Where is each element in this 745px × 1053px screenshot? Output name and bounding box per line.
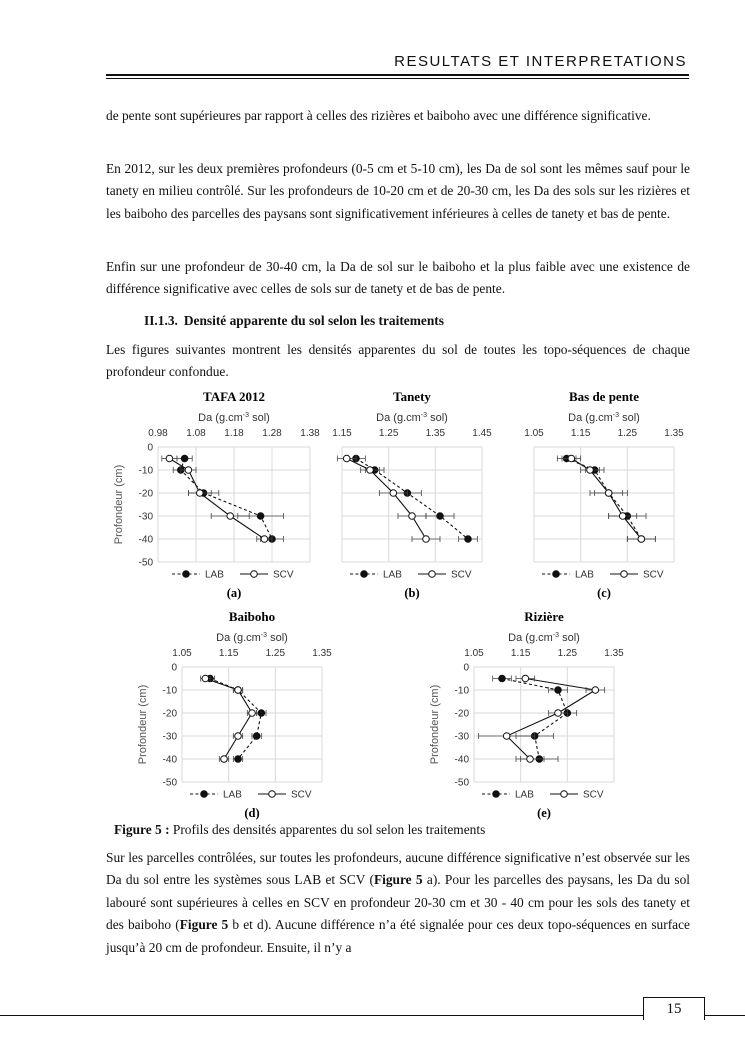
- legend-label-scv: SCV: [273, 569, 294, 581]
- figure-sublabel: (a): [226, 586, 242, 600]
- x-tick-label: 1.15: [510, 648, 531, 659]
- y-tick-label: -20: [162, 708, 177, 720]
- data-point-lab: [235, 756, 242, 763]
- data-point-scv: [503, 733, 510, 740]
- x-tick-label: 1.15: [570, 428, 591, 439]
- y-tick-label: -50: [454, 777, 469, 789]
- data-point-scv: [592, 687, 599, 694]
- x-tick-label: 1.08: [186, 428, 206, 439]
- chart-a-tafa-2012: [110, 385, 325, 600]
- chart-b-tanety: [322, 385, 502, 600]
- legend-label-scv: SCV: [583, 789, 604, 801]
- x-tick-label: 0.98: [148, 428, 168, 439]
- y-tick-label: 0: [147, 442, 153, 454]
- caption-text: Profils des densités apparentes du sol selon les traitements: [169, 822, 486, 837]
- y-axis-label: Profondeur (cm): [429, 684, 441, 765]
- data-point-scv: [568, 455, 575, 462]
- x-tick-label: 1.15: [218, 648, 239, 659]
- section-title: Densité apparente du sol selon les traitements: [183, 313, 444, 328]
- figure-sublabel: (e): [537, 806, 551, 820]
- header-rule: [106, 74, 689, 76]
- data-point-scv: [367, 467, 374, 474]
- data-point-scv: [605, 490, 612, 497]
- x-axis-label: Da ($g.cm^{-3}$ sol): [508, 632, 580, 644]
- data-point-lab: [181, 455, 188, 462]
- legend-marker-lab: [361, 571, 368, 578]
- x-axis-label: Da ($g.cm^{-3}$ sol): [376, 412, 448, 424]
- x-tick-label: 1.05: [464, 648, 484, 659]
- chart-title: TAFA 2012: [203, 389, 265, 404]
- legend-marker-lab: [183, 571, 190, 578]
- x-tick-label: 1.45: [472, 428, 492, 439]
- series-line-scv: [571, 459, 641, 540]
- running-header: RESULTATS ET INTERPRETATIONS: [394, 53, 687, 70]
- x-tick-label: 1.38: [300, 428, 320, 439]
- x-tick-label: 1.25: [378, 428, 399, 439]
- y-tick-label: -10: [162, 685, 177, 697]
- x-tick-label: 1.05: [172, 648, 192, 659]
- data-point-lab: [437, 513, 444, 520]
- data-point-scv: [197, 490, 204, 497]
- figure-caption: [114, 822, 485, 838]
- data-point-scv: [409, 513, 416, 520]
- series-line-scv: [507, 679, 596, 760]
- data-point-scv: [221, 756, 228, 763]
- data-point-scv: [638, 536, 645, 543]
- x-tick-label: 1.25: [265, 648, 286, 659]
- chart-e-riziere: [429, 605, 647, 820]
- legend-marker-lab: [493, 791, 500, 798]
- chart-title: Tanety: [393, 389, 431, 404]
- legend-label-lab: LAB: [515, 789, 534, 801]
- y-tick-label: -30: [454, 731, 469, 743]
- section-heading: [144, 313, 444, 329]
- x-tick-label: 1.35: [664, 428, 684, 439]
- chart-svg: [514, 385, 694, 600]
- legend-label-lab: LAB: [575, 569, 594, 581]
- legend-marker-lab: [553, 571, 560, 578]
- x-tick-label: 1.28: [262, 428, 282, 439]
- x-tick-label: 1.18: [224, 428, 244, 439]
- y-tick-label: -50: [162, 777, 177, 789]
- data-point-lab: [465, 536, 472, 543]
- x-axis-label: Da ($g.cm^{-3}$ sol): [216, 632, 288, 644]
- x-tick-label: 1.35: [604, 648, 624, 659]
- x-tick-label: 1.25: [557, 648, 578, 659]
- data-point-lab: [258, 710, 265, 717]
- data-point-lab: [257, 513, 264, 520]
- y-tick-label: 0: [463, 662, 469, 674]
- chart-title: Baiboho: [228, 609, 276, 624]
- page-number: 15: [643, 997, 705, 1020]
- y-axis-label: Profondeur (cm): [113, 464, 125, 545]
- legend-marker-scv: [251, 571, 258, 578]
- series-line-scv: [347, 459, 426, 540]
- legend-marker-scv: [429, 571, 436, 578]
- data-point-lab: [555, 687, 562, 694]
- header-rule-thin: [106, 78, 689, 79]
- paragraph-4: Les figures suivantes montrent les densités apparentes du sol de toutes les topo-séquences de chaque profondeur confondue.: [106, 342, 690, 380]
- legend-marker-scv: [269, 791, 276, 798]
- x-axis-label: Da ($g.cm^{-3}$ sol): [198, 412, 270, 424]
- y-tick-label: -20: [138, 488, 153, 500]
- paragraph-1: de pente sont supérieures par rapport à celles des rizières et baiboho avec une différence significative.: [106, 108, 651, 123]
- data-point-scv: [555, 710, 562, 717]
- chart-d-baiboho: [137, 605, 340, 820]
- paragraph-5: Sur les parcelles contrôlées, sur toutes les profondeurs, aucune différence significative n’est observée sur les Da du sol entre les systèmes sous LAB et SCV (Figure 5 a). Pour les parcelles des paysans, les Da du sol labouré sont supérieures à celles en SCV en profondeur 20-30 cm et 30 - 40 cm pour les sols des tanety et des baiboho (Figure 5 b et d). Aucune différence n’a été signalée pour ces deux topo-séquences en surface jusqu’à 20 cm de profondeur. Ensuite, il n’y a: [106, 850, 691, 955]
- chart-svg: [322, 385, 502, 600]
- y-tick-label: -40: [454, 754, 469, 766]
- x-tick-label: 1.05: [524, 428, 544, 439]
- legend-label-scv: SCV: [291, 789, 312, 801]
- y-tick-label: -30: [138, 511, 153, 523]
- x-tick-label: 1.35: [425, 428, 446, 439]
- data-point-scv: [619, 513, 626, 520]
- data-point-scv: [235, 733, 242, 740]
- chart-svg: [110, 385, 325, 600]
- figure-sublabel: (d): [244, 806, 260, 820]
- data-point-scv: [587, 467, 594, 474]
- data-point-scv: [343, 455, 350, 462]
- chart-title: Bas de pente: [568, 389, 640, 404]
- data-point-scv: [423, 536, 430, 543]
- legend-marker-lab: [201, 791, 208, 798]
- legend-marker-scv: [621, 571, 628, 578]
- y-tick-label: 0: [171, 662, 177, 674]
- chart-title: Rizière: [524, 609, 564, 624]
- chart-svg: [137, 605, 340, 820]
- x-tick-label: 1.35: [312, 648, 332, 659]
- data-point-scv: [261, 536, 268, 543]
- data-point-scv: [527, 756, 534, 763]
- chart-svg: [429, 605, 647, 820]
- figure-sublabel: (c): [597, 586, 611, 600]
- section-number: II.1.3.: [144, 313, 178, 328]
- paragraph-3: Enfin sur une profondeur de 30-40 cm, la Da de sol sur le baiboho et la plus faible avec une existence de différence significative avec celles de sols sur de tanety et de bas de pente.: [106, 259, 690, 297]
- caption-label: Figure 5 :: [114, 822, 170, 837]
- data-point-scv: [185, 467, 192, 474]
- legend-label-lab: LAB: [223, 789, 242, 801]
- legend-label-scv: SCV: [643, 569, 664, 581]
- legend-marker-scv: [561, 791, 568, 798]
- y-tick-label: -40: [162, 754, 177, 766]
- y-tick-label: -40: [138, 534, 153, 546]
- x-tick-label: 1.15: [332, 428, 352, 439]
- data-point-scv: [227, 513, 234, 520]
- x-axis-label: Da ($g.cm^{-3}$ sol): [568, 412, 640, 424]
- data-point-lab: [253, 733, 260, 740]
- footer-rule: [0, 1015, 745, 1016]
- data-point-scv: [249, 710, 256, 717]
- data-point-scv: [522, 675, 529, 682]
- data-point-scv: [390, 490, 397, 497]
- y-axis-label: Profondeur (cm): [137, 684, 149, 765]
- legend-label-scv: SCV: [451, 569, 472, 581]
- y-tick-label: -50: [138, 557, 153, 569]
- legend-label-lab: LAB: [383, 569, 402, 581]
- chart-c-bas-de-pente: [514, 385, 694, 600]
- data-point-scv: [166, 455, 173, 462]
- data-point-scv: [202, 675, 209, 682]
- data-point-lab: [499, 675, 506, 682]
- y-tick-label: -10: [454, 685, 469, 697]
- data-point-scv: [235, 687, 242, 694]
- figure-sublabel: (b): [404, 586, 420, 600]
- y-tick-label: -30: [162, 731, 177, 743]
- y-tick-label: -20: [454, 708, 469, 720]
- paragraph-2: En 2012, sur les deux premières profondeurs (0-5 cm et 5-10 cm), les Da de sol sont les mêmes sauf pour le tanety en milieu contrôlé. Sur les profondeurs de 10-20 cm et de 20-30 cm, les Da des sols sur les rizières et les baiboho des parcelles des paysans sont significativement inférieures à celles de tanety et bas de pente.: [106, 161, 690, 221]
- series-line-lab: [181, 459, 272, 540]
- y-tick-label: -10: [138, 465, 153, 477]
- legend-label-lab: LAB: [205, 569, 224, 581]
- x-tick-label: 1.25: [617, 428, 638, 439]
